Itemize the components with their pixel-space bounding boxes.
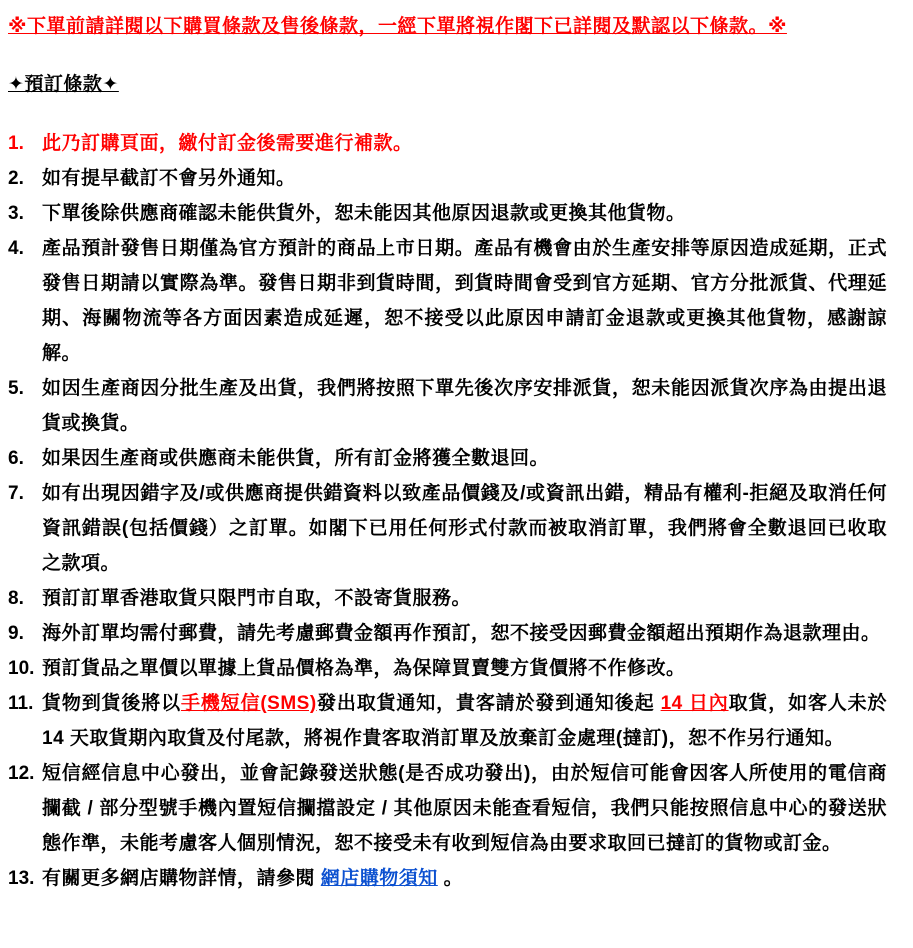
term-item-2 — [8, 161, 887, 196]
term-text: 如果因生產商或供應商未能供貨，所有訂金將獲全數退回。 — [42, 447, 550, 469]
term-text — [42, 686, 887, 756]
purchase-warning-banner: ※下單前請詳閱以下購買條款及售後條款，一經下單將視作閣下已詳閱及默認以下條款。※ — [8, 16, 787, 37]
section-title-preorder-terms: ✦預訂條款✦ — [8, 73, 119, 95]
sms-highlight: 手機短信(SMS) — [180, 692, 317, 714]
term-item-9 — [8, 616, 887, 651]
term-number: 10. — [8, 657, 35, 679]
term-item-10 — [8, 651, 887, 686]
pickup-deadline-highlight: 14 日內 — [660, 692, 729, 714]
term-text: 海外訂單均需付郵費，請先考慮郵費金額再作預訂，恕不接受因郵費金額超出預期作為退款理由。 — [42, 622, 881, 644]
term-number: 8. — [8, 587, 24, 609]
term-item-8 — [8, 581, 887, 616]
term-text: 預訂貨品之單價以單據上貨品價格為準，為保障買賣雙方貨價將不作修改。 — [42, 657, 686, 679]
term-item-6 — [8, 441, 887, 476]
term-number: 3. — [8, 202, 24, 224]
term-text: 如因生產商因分批生產及出貨，我們將按照下單先後次序安排派貨，恕未能因派貨次序為由提出退貨或換貨。 — [42, 377, 887, 434]
term-text-segment: 貨物到貨後將以 — [42, 692, 181, 714]
term-item-12 — [8, 756, 887, 861]
term-number: 11. — [8, 692, 34, 714]
term-number: 9. — [8, 622, 24, 644]
term-number: 2. — [8, 167, 24, 189]
term-item-3 — [8, 196, 887, 231]
term-text-segment: 有關更多網店購物詳情，請參閱 — [42, 867, 321, 889]
term-text-segment: 。 — [437, 867, 464, 889]
term-text — [42, 861, 887, 896]
term-text: 如有提早截訂不會另外通知。 — [42, 167, 296, 189]
term-number: 4. — [8, 237, 24, 259]
term-text: 此乃訂購頁面，繳付訂金後需要進行補款。 — [42, 132, 413, 154]
term-number: 13. — [8, 867, 35, 889]
term-text-segment: 取貨，如客人未於 14 天取貨期內取貨及付尾款，將視作貴客取消訂單及放棄訂金處理(撻訂)，恕不作另行通知。 — [42, 692, 888, 749]
term-item-13 — [8, 861, 887, 896]
term-number: 7. — [8, 482, 24, 504]
term-number: 1. — [8, 132, 24, 154]
term-item-5 — [8, 371, 887, 441]
term-text: 預訂訂單香港取貨只限門市自取，不設寄貨服務。 — [42, 587, 472, 609]
term-number: 5. — [8, 377, 24, 399]
term-item-11 — [8, 686, 887, 756]
preorder-terms-document — [8, 14, 887, 896]
term-number: 6. — [8, 447, 24, 469]
term-text: 下單後除供應商確認未能供貨外，恕未能因其他原因退款或更換其他貨物。 — [42, 202, 686, 224]
term-text-segment: 發出取貨通知，貴客請於發到通知後起 — [316, 692, 661, 714]
term-number: 12. — [8, 762, 35, 784]
term-text: 產品預計發售日期僅為官方預計的商品上市日期。產品有機會由於生產安排等原因造成延期，正式發售日期請以實際為準。發售日期非到貨時間，到貨時間會受到官方延期、官方分批派貨、代理延期、海關物流等各方面因素造成延遲，恕不接受以此原因申請訂金退款或更換其他貨物，感謝諒解。 — [42, 237, 887, 364]
shop-guide-link[interactable]: 網店購物須知 — [320, 867, 438, 889]
terms-list — [8, 126, 887, 896]
term-text: 如有出現因錯字及/或供應商提供錯資料以致產品價錢及/或資訊出錯，精品有權利-拒絕及取消任何資訊錯誤(包括價錢）之訂單。如閣下已用任何形式付款而被取消訂單，我們將會全數退回已收取之款項。 — [42, 482, 887, 574]
term-item-4 — [8, 231, 887, 371]
term-text: 短信經信息中心發出，並會記錄發送狀態(是否成功發出)，由於短信可能會因客人所使用的電信商攔截 / 部分型號手機內置短信攔擋設定 / 其他原因未能查看短信，我們只能按照信息中心的發送狀態作準，未能考慮客人個別情況，恕不接受未有收到短信為由要求取回已撻訂的貨物或訂金。 — [42, 762, 887, 854]
term-item-1 — [8, 126, 887, 161]
term-item-7 — [8, 476, 887, 581]
